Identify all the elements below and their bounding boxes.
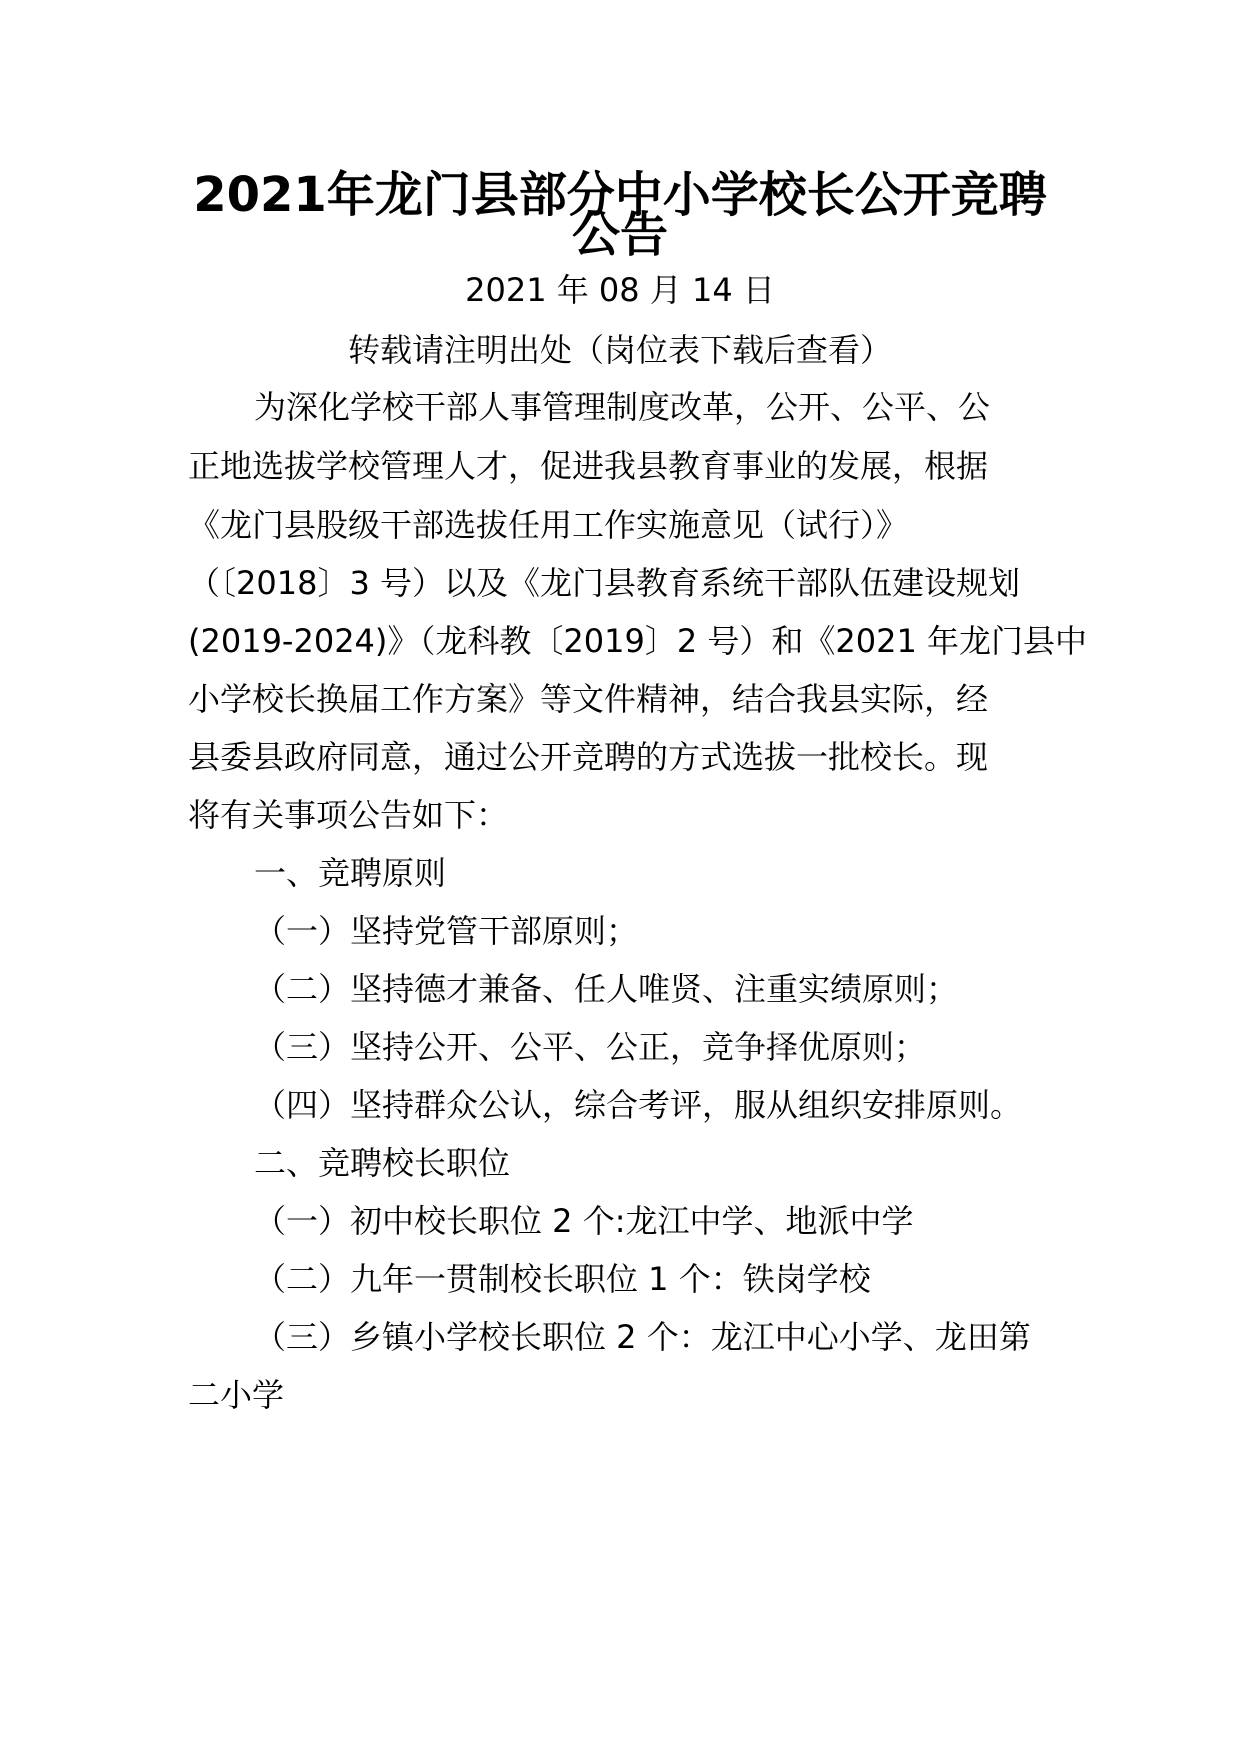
intro-line: 将有关事项公告如下： <box>188 796 509 834</box>
document-title-line-1: 2021年龙门县部分中小学校长公开竞聘 <box>193 167 1047 223</box>
section-1-item: （一）坚持党管干部原则； <box>254 912 639 950</box>
document-title-line-2: 公告 <box>571 207 668 263</box>
section-1-item: （三）坚持公开、公平、公正，竞争择优原则； <box>254 1028 927 1066</box>
intro-line: 《龙门县股级干部选拔任用工作实施意见（试行）》 <box>188 506 909 544</box>
intro-line: 县委县政府同意，通过公开竞聘的方式选拔一批校长。现 <box>188 738 989 776</box>
section-2-heading: 二、竞聘校长职位 <box>254 1144 511 1182</box>
document-date: 2021 年 08 月 14 日 <box>465 271 775 309</box>
section-1-heading: 一、竞聘原则 <box>254 854 447 892</box>
section-1-item: （二）坚持德才兼备、任人唯贤、注重实绩原则； <box>254 970 959 1008</box>
intro-line: 小学校长换届工作方案》等文件精神，结合我县实际，经 <box>188 680 989 718</box>
intro-line: 为深化学校干部人事管理制度改革，公开、公平、公 <box>254 388 991 426</box>
source-note: 转载请注明出处（岗位表下载后查看） <box>347 331 892 369</box>
intro-line: (2019-2024)》（龙科教〔2019〕2 号）和《2021 年龙门县中 <box>188 622 1087 660</box>
section-2-continuation: 二小学 <box>188 1376 285 1414</box>
section-1-item: （四）坚持群众公认，综合考评，服从组织安排原则。 <box>254 1086 1023 1124</box>
section-2-item: （二）九年一贯制校长职位 1 个：铁岗学校 <box>254 1260 871 1298</box>
intro-line: 正地选拔学校管理人才，促进我县教育事业的发展，根据 <box>188 447 989 485</box>
intro-line: （〔2018〕3 号）以及《龙门县教育系统干部队伍建设规划 <box>188 564 1020 602</box>
section-2-item: （三）乡镇小学校长职位 2 个：龙江中心小学、龙田第 <box>254 1318 1031 1356</box>
section-2-item: （一）初中校长职位 2 个:龙江中学、地派中学 <box>254 1202 914 1240</box>
